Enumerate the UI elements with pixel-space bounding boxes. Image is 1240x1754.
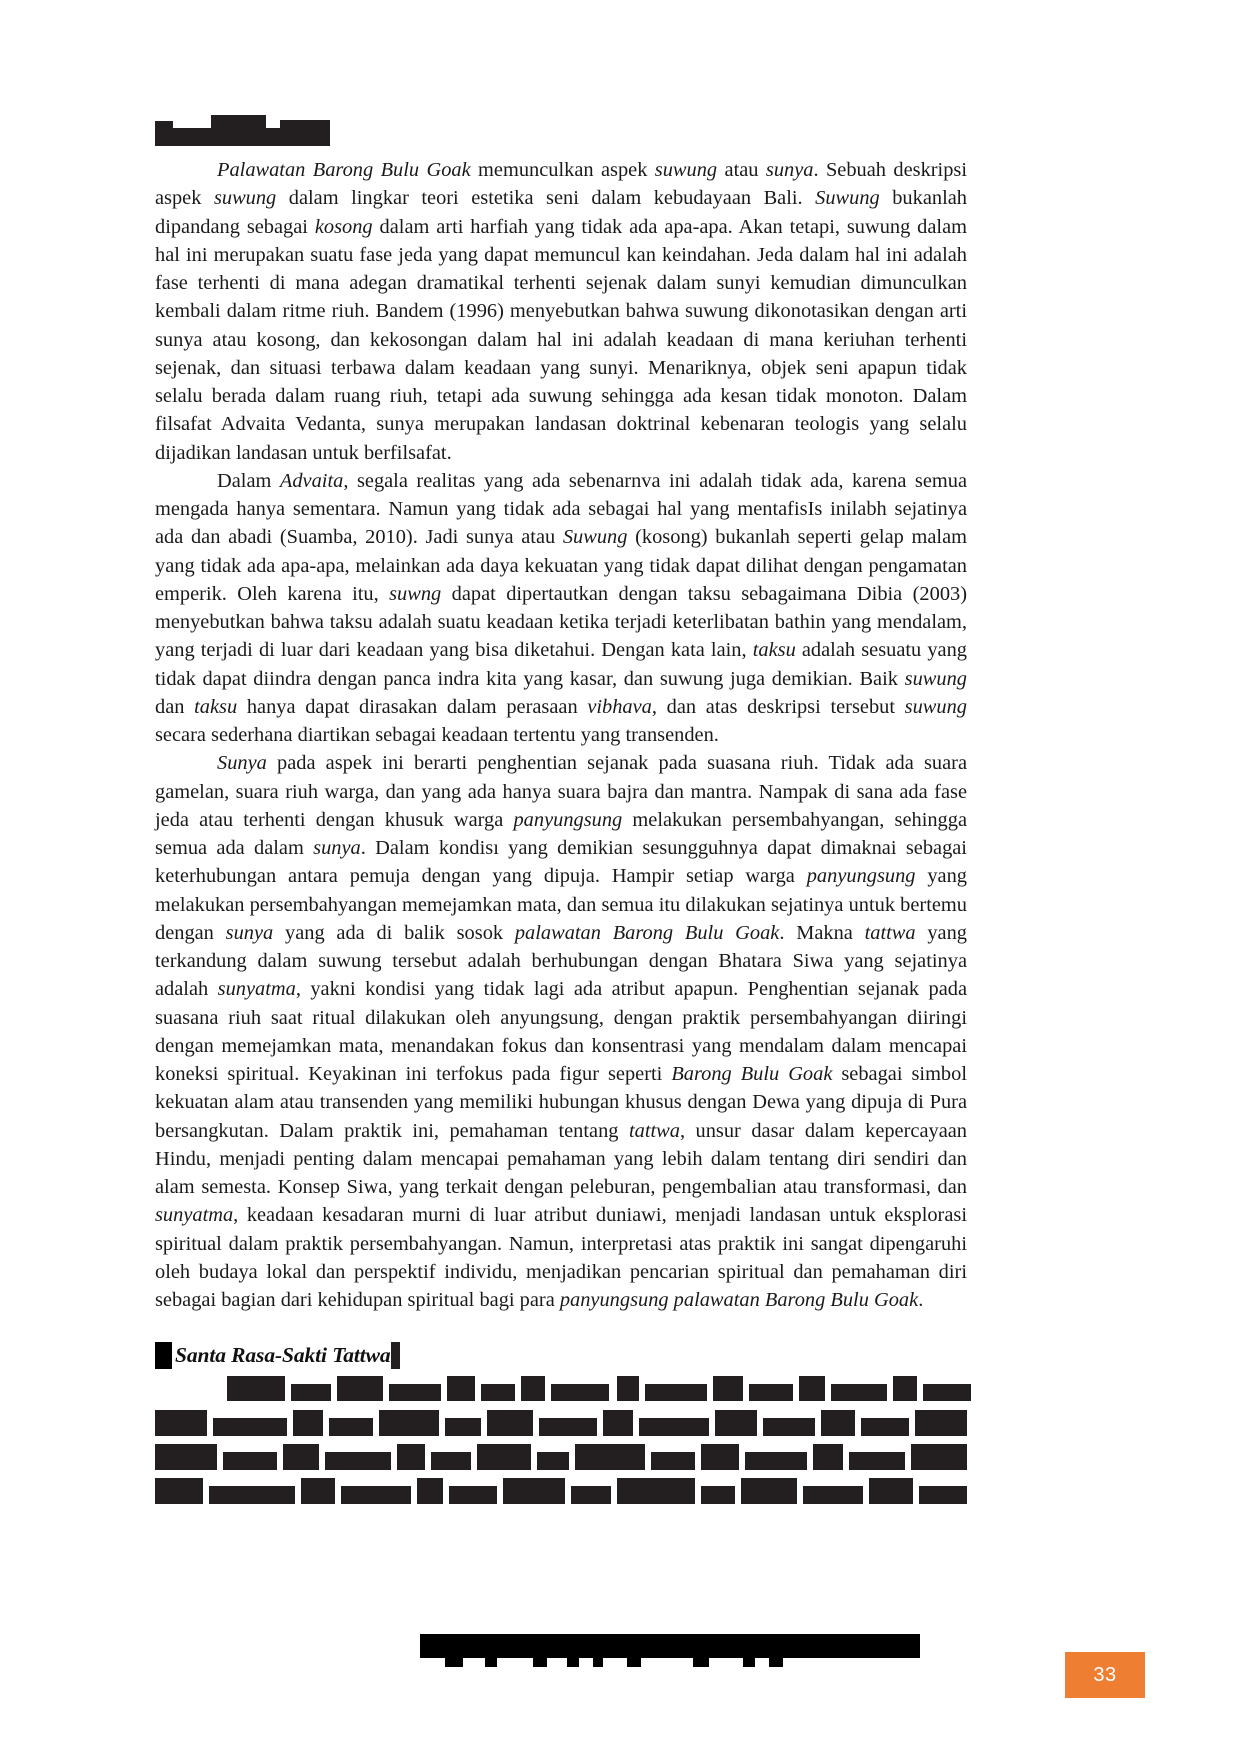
emphasized-term: Suwung	[562, 526, 628, 549]
emphasized-term: suwung	[213, 187, 277, 210]
emphasized-term: sunya	[313, 837, 361, 859]
emphasized-term: Barong Bulu Goak	[671, 1063, 833, 1085]
body-paragraph: Dalam Advaita, segala realitas yang ada sebenarnva ini adalah tidak ada, karena semua mengada hanya sementara. Namun yang tidak ada sebagai hal yang mentafisIs inilabh sejatinya ada dan abadi (Suamba, 2010). Jadi sunya atau Suwung (kosong) bukanlah seperti gelap malam yang tidak ada apa-apa, melainkan ada daya kekuatan yang tidak dapat dilihat dengan pengamatan emperik. Oleh karena itu, suwng dapat dipertautkan dengan taksu sebagaimana Dibia (2003) menyebutkan bahwa taksu adalah suatu keadaan ketika terjadi keterlibatan bathin yang mendalam, yang terjadi di luar dari keadaan yang bisa diketahui. Dengan kata lain, taksu adalah sesuatu yang tidak dapat diindra dengan panca indra kita yang kasar, dan suwung juga demikian. Baik suwung dan taksu hanya dapat dirasakan dalam perasaan vibhava, dan atas deskripsi tersebut suwung secara sederhana diartikan sebagai keadaan tertentu yang transenden.	[155, 469, 968, 746]
page-number-badge: 33	[1065, 1652, 1145, 1698]
emphasized-term: suwung	[904, 667, 967, 690]
emphasized-term: sunyatma	[155, 1204, 234, 1227]
emphasized-term: taksu	[194, 695, 238, 718]
emphasized-term: tattwa	[628, 1119, 680, 1142]
emphasized-term: Suwung	[815, 187, 880, 210]
redacted-body-block	[155, 1374, 967, 1534]
body-paragraph: Palawatan Barong Bulu Goak memunculkan aspek suwung atau sunya. Sebuah deskripsi aspek suwung dalam lingkar teori estetika seni dalam kebudayaan Bali. Suwung bukanlah dipandang sebagai kosong dalam arti harfiah yang tidak ada apa-apa. Akan tetapi, suwung dalam hal ini merupakan suatu fase jeda yang dapat memuncul kan keindahan. Jeda dalam hal ini adalah fase terhenti di mana adegan dramatikal terhenti sejenak dalam sunyi kemudian dimunculkan kembali dalam ritme riuh. Bandem (1996) menyebutkan bahwa suwung dikonotasikan dengan arti sunya atau kosong, dan kekosongan dalam hal ini adalah keadaan di mana keriuhan terhenti sejenak, dan situasi terbawa dalam keadaan yang sunyi. Menariknya, objek seni apapun tidak selalu berada dalam ruang riuh, tetapi ada suwung sehingga ada kesan tidak monoton. Dalam filsafat Advaita Vedanta, sunya merupakan landasan doktrinal kebenaran teologis yang selalu dijadikan landasan untuk berfilsafat.	[155, 159, 968, 464]
emphasized-term: Advaita	[279, 469, 344, 492]
emphasized-term: Sunya	[217, 752, 267, 775]
emphasized-term: suwung	[904, 695, 967, 718]
square-bullet-icon	[155, 1342, 172, 1369]
page-content	[155, 120, 967, 1534]
emphasized-term: palawatan Barong Bulu Goak	[514, 921, 780, 944]
emphasized-term: tattwa	[864, 921, 916, 944]
heading-trailing-redaction	[391, 1342, 400, 1369]
emphasized-term: panyungsung	[806, 865, 916, 888]
emphasized-term: sunya	[765, 159, 814, 181]
footer-redaction-tick	[533, 1658, 547, 1667]
footer-redaction-tick	[693, 1658, 709, 1667]
footer-redaction-bar	[420, 1634, 920, 1658]
redaction-notch	[266, 120, 280, 128]
footer-redaction-tick	[485, 1658, 497, 1667]
emphasized-term: sunyatma	[217, 978, 296, 1001]
footer-redaction-tick	[769, 1658, 783, 1667]
emphasized-term: sunya	[225, 921, 274, 944]
emphasized-term: suwng	[389, 582, 442, 605]
emphasized-term: Palawatan Barong Bulu Goak	[217, 159, 471, 181]
redaction-notch	[173, 120, 211, 128]
footer-redaction-tick	[627, 1658, 641, 1667]
redacted-heading-block	[155, 120, 330, 146]
emphasized-term: panyungsung	[513, 808, 623, 831]
footer-redaction-tick	[567, 1658, 579, 1667]
page-footer	[155, 1634, 1240, 1754]
emphasized-term: vibhava	[587, 695, 652, 718]
section-heading-row	[155, 1340, 967, 1370]
footer-redaction-tick	[593, 1658, 603, 1667]
emphasized-term: taksu	[752, 639, 796, 662]
emphasized-term: kosong	[314, 215, 373, 238]
emphasized-term: suwung	[654, 159, 718, 181]
body-paragraph: Sunya pada aspek ini berarti penghentian sejanak pada suasana riuh. Tidak ada suara gamelan, suara riuh warga, dan yang ada hanya suara bajra dan mantra. Nampak di sana ada fase jeda atau terhenti dengan khusuk warga panyungsung melakukan persembahyangan, sehingga semua ada dalam sunya. Dalam kondisı yang demikian sesungguhnya dapat dimaknai sebagai keterhubungan antara pemuja dengan yang dipuja. Hampir setiap warga panyungsung yang melakukan persembahyangan memejamkan mata, dan semua itu dilakukan sejatinya untuk bertemu dengan sunya yang ada di balik sosok palawatan Barong Bulu Goak. Makna tattwa yang terkandung dalam suwung tersebut adalah berhubungan dengan Bhatara Siwa yang sejatinya adalah sunyatma, yakni kondisi yang tidak lagi ada atribut apapun. Penghentian sejanak pada suasana riuh saat ritual dilakukan oleh anyungsung, dengan praktik persembahyangan diiringi dengan memejamkan mata, menandakan fokus dan konsentrasi yang mendalam dalam mencapai koneksi spiritual. Keyakinan ini terfokus pada figur seperti Barong Bulu Goak sebagai simbol kekuatan alam atau transenden yang memiliki hubungan khusus dengan Dewa yang dipuja di Pura bersangkutan. Dalam praktik ini, pemahaman tentang tattwa, unsur dasar dalam kepercayaan Hindu, menjadi penting dalam mencapai pemahaman yang lebih dalam tentang diri sendiri dan alam semesta. Konsep Siwa, yang terkait dengan peleburan, pengembalian atau transformasi, dan sunyatma, keadaan kesadaran murni di luar atribut duniawi, menjadi landasan untuk eksplorasi spiritual dalam praktik persembahyangan. Namun, interpretasi atas praktik ini sangat dipengaruhi oleh budaya lokal dan perspektif individu, menjadikan pencarian spiritual dan pemahaman diri sebagai bagian dari kehidupan spiritual bagi para panyungsung palawatan Barong Bulu Goak.	[155, 752, 967, 1311]
section-heading-text: Santa Rasa-Sakti Tattwa	[175, 1342, 391, 1367]
footer-redaction-tick	[445, 1658, 463, 1667]
emphasized-term: panyungsung palawatan Barong Bulu Goak	[559, 1289, 919, 1311]
footer-redaction-tick	[743, 1658, 755, 1667]
